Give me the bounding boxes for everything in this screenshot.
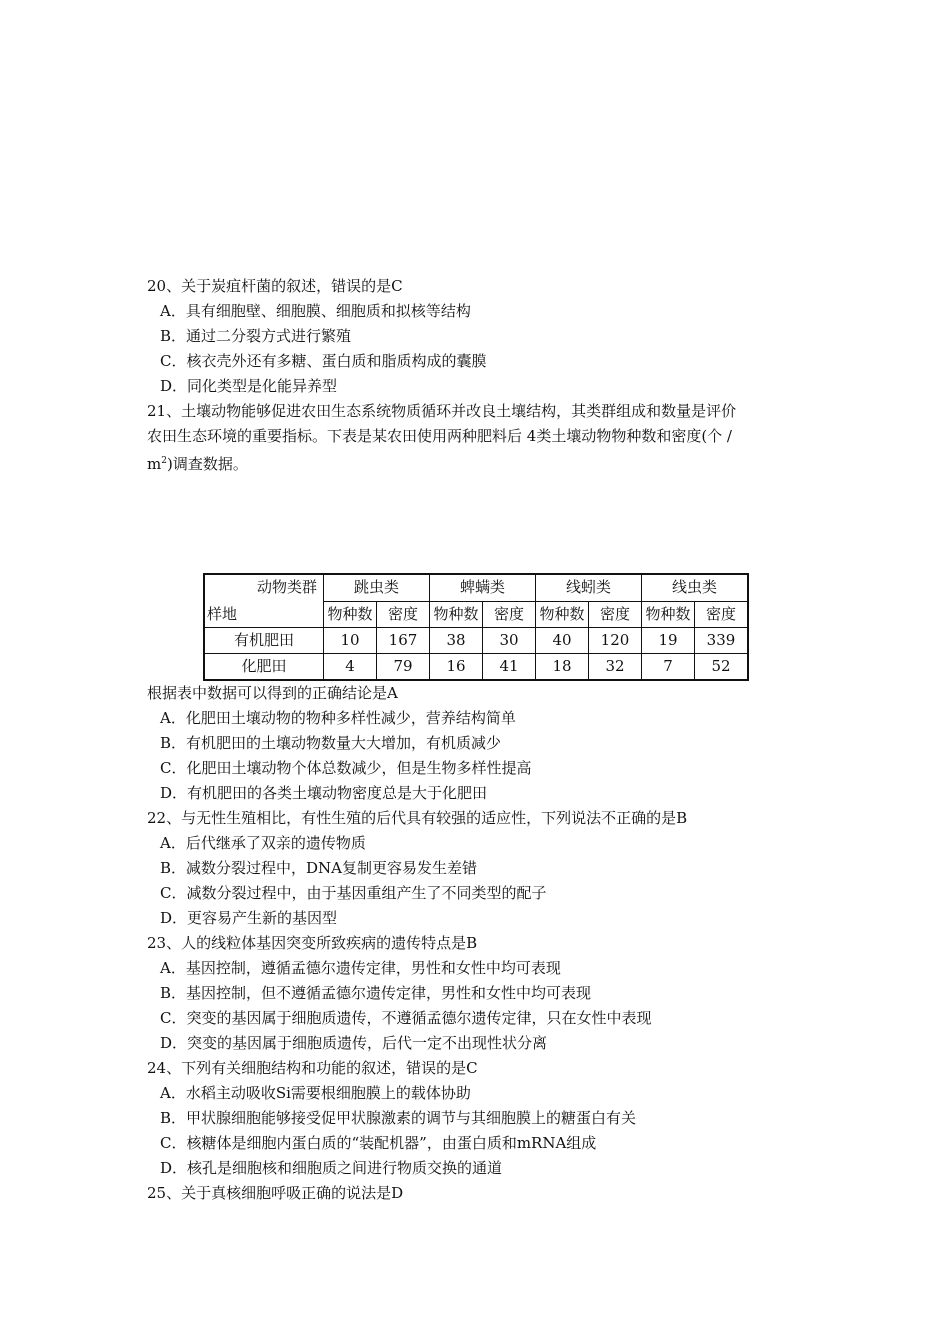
table-cell: 7 — [642, 654, 695, 681]
q21-stem-line3 — [147, 451, 248, 473]
table-cell: 41 — [483, 654, 536, 681]
table-cell: 120 — [589, 628, 642, 654]
q23-option-d: D．突变的基因属于细胞质遗传，后代一定不出现性状分离 — [160, 1034, 548, 1052]
table-cell: 32 — [589, 654, 642, 681]
table-cell: 10 — [324, 628, 377, 654]
q20-option-a: A．具有细胞壁、细胞膜、细胞质和拟核等结构 — [160, 302, 471, 320]
q22-option-d: D．更容易产生新的基因型 — [160, 909, 338, 927]
subheader-density: 密度 — [377, 601, 430, 628]
q21-unit-sup: 2 — [161, 456, 167, 466]
q24-option-a: A．水稻主动吸收Si需要根细胞膜上的载体协助 — [160, 1084, 471, 1102]
table-cell: 52 — [695, 654, 749, 681]
q21-option-c: C．化肥田土壤动物个体总数减少，但是生物多样性提高 — [160, 759, 532, 777]
q22-stem: 22、与无性生殖相比，有性生殖的后代具有较强的适应性，下列说法不正确的是B — [147, 809, 688, 827]
table-cell: 30 — [483, 628, 536, 654]
q22-option-b: B．减数分裂过程中，DNA复制更容易发生差错 — [160, 859, 478, 877]
table-cell: 79 — [377, 654, 430, 681]
subheader-species: 物种数 — [324, 601, 377, 628]
q21-stem-line3-text: )调查数据。 — [166, 455, 248, 473]
q21-conclusion: 根据表中数据可以得到的正确结论是A — [147, 684, 398, 702]
q21-option-a: A．化肥田土壤动物的物种多样性减少，营养结构简单 — [160, 709, 516, 727]
q24-option-d: D．核孔是细胞核和细胞质之间进行物质交换的通道 — [160, 1159, 503, 1177]
q21-option-d: D．有机肥田的各类土壤动物密度总是大于化肥田 — [160, 784, 488, 802]
q24-option-b: B．甲状腺细胞能够接受促甲状腺激素的调节与其细胞膜上的糖蛋白有关 — [160, 1109, 637, 1127]
q21-stem-line1: 21、土壤动物能够促进农田生态系统物质循环并改良土壤结构，其类群组成和数量是评价 — [147, 402, 737, 420]
q23-option-b: B．基因控制，但不遵循孟德尔遗传定律，男性和女性中均可表现 — [160, 984, 592, 1002]
table-cell: 38 — [430, 628, 483, 654]
table-cell: 19 — [642, 628, 695, 654]
q24-stem: 24、下列有关细胞结构和功能的叙述，错误的是C — [147, 1059, 478, 1077]
q20-option-c: C．核衣壳外还有多糖、蛋白质和脂质构成的囊膜 — [160, 352, 487, 370]
q20-stem: 20、关于炭疽杆菌的叙述，错误的是C — [147, 277, 403, 295]
q23-option-c: C．突变的基因属于细胞质遗传，不遵循孟德尔遗传定律，只在女性中表现 — [160, 1009, 652, 1027]
q21-stem-line2: 农田生态环境的重要指标。下表是某农田使用两种肥料后 4类土壤动物物种数和密度(个 / — [147, 427, 732, 445]
table-corner-cell — [204, 574, 324, 628]
q21-unit-m: m — [147, 455, 162, 473]
q22-option-a: A．后代继承了双亲的遗传物质 — [160, 834, 366, 852]
corner-label-site: 样地 — [207, 605, 238, 623]
table-cell: 40 — [536, 628, 589, 654]
table-cell: 18 — [536, 654, 589, 681]
corner-label-groups: 动物类群 — [256, 578, 317, 596]
subheader-density: 密度 — [695, 601, 749, 628]
subheader-species: 物种数 — [430, 601, 483, 628]
q20-option-d: D．同化类型是化能异养型 — [160, 377, 338, 395]
subheader-species: 物种数 — [642, 601, 695, 628]
group-header: 跳虫类 — [324, 574, 430, 601]
q22-option-c: C．减数分裂过程中，由于基因重组产生了不同类型的配子 — [160, 884, 547, 902]
q21-option-b: B．有机肥田的土壤动物数量大大增加，有机质减少 — [160, 734, 502, 752]
q25-stem: 25、关于真核细胞呼吸正确的说法是D — [147, 1184, 404, 1202]
table-cell: 167 — [377, 628, 430, 654]
row-label: 化肥田 — [204, 654, 324, 681]
group-header: 线蚓类 — [536, 574, 642, 601]
soil-animal-table — [203, 573, 749, 681]
q23-option-a: A．基因控制，遵循孟德尔遗传定律，男性和女性中均可表现 — [160, 959, 561, 977]
subheader-density: 密度 — [589, 601, 642, 628]
group-header: 线虫类 — [642, 574, 749, 601]
table-cell: 4 — [324, 654, 377, 681]
table-row — [204, 654, 748, 681]
subheader-species: 物种数 — [536, 601, 589, 628]
q23-stem: 23、人的线粒体基因突变所致疾病的遗传特点是B — [147, 934, 478, 952]
table-cell: 16 — [430, 654, 483, 681]
q20-option-b: B．通过二分裂方式进行繁殖 — [160, 327, 352, 345]
row-label: 有机肥田 — [204, 628, 324, 654]
subheader-density: 密度 — [483, 601, 536, 628]
q24-option-c: C．核糖体是细胞内蛋白质的“装配机器”，由蛋白质和mRNA组成 — [160, 1134, 597, 1152]
table-row — [204, 628, 748, 654]
table-cell: 339 — [695, 628, 749, 654]
group-header: 蜱螨类 — [430, 574, 536, 601]
